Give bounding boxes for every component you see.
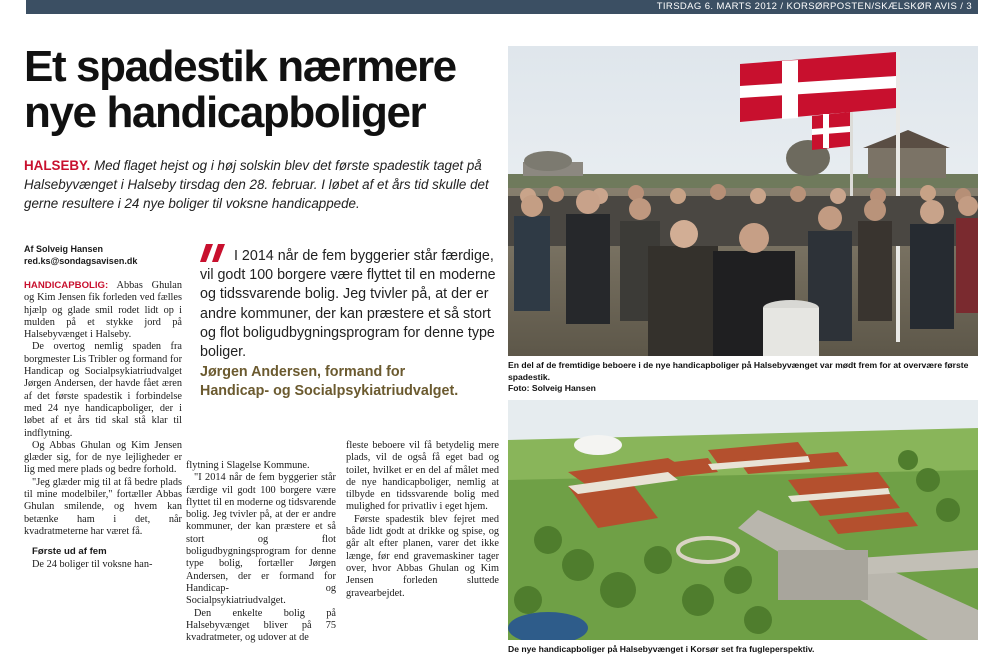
body-paragraph: fleste beboere vil få betydelig mere plads, vil de også få eget bad og toilet, hvilket er en del af målet med de nye handicapboliger, nemlig at tilbyde en tidssvarende bolig med mulighed for privatliv i eget hjem. <box>346 440 499 513</box>
lead-text: Med flaget hejst og i høj solskin blev det første spadestik taget på Halsebyvænget i Halseby tirsdag den 28. februar. I løbet af et års tid skulle det gerne resultere i 24 nye boliger til voksne handicappede. <box>24 158 489 211</box>
headline-line-1: Et spadestik nærmere <box>24 42 456 91</box>
body-paragraph: De 24 boliger til voksne han- <box>32 558 153 570</box>
body-paragraph: Og Abbas Ghulan og Kim Jensen glæder sig, for de nye lejligheder er lig med mere plads og bedre forhold. <box>24 439 182 476</box>
photo-caption-2: De nye handicapboliger på Halsebyvænget i Korsør set fra fugleperspektiv. <box>508 644 815 654</box>
pull-quote-attr-line-1: Jørgen Andersen, formand for <box>200 364 406 381</box>
pull-quote-attr-line-2: Handicap- og Socialpsykiatriudvalget. <box>200 383 459 400</box>
photo-credit: Foto: Solveig Hansen <box>508 383 596 393</box>
pull-quote <box>200 244 500 401</box>
body-paragraph: De overtog nemlig spaden fra borgmester Lis Tribler og formand for Handicap og Socialpsykiatriudvalget Jørgen Andersen, der havde fået æren af det første spadestik i forbindelse med 24 nye handicapboliger, der i løbet af et års tid skal stå klar til indflytning. <box>24 341 182 439</box>
subhead: Første ud af fem <box>32 546 107 558</box>
crowd-photo <box>508 46 978 356</box>
photo-caption-1 <box>508 360 980 395</box>
running-head: TIRSDAG 6. MARTS 2012 / KORSØRPOSTEN/SKÆLSKØR AVIS / 3 <box>26 0 978 14</box>
body-column-1 <box>24 280 182 571</box>
body-paragraph: "Jeg glæder mig til at få bedre plads til mine modelbiler," fortæller Abbas Ghulan smilende, og hvem kan betænke ham i det, når kvadratmeterne har været få. <box>24 476 182 537</box>
body-column-3 <box>346 440 499 600</box>
aerial-rendering-image <box>508 400 978 640</box>
headline-line-2: nye handicapboliger <box>24 88 426 137</box>
body-paragraph: Den enkelte bolig på Halsebyvænget bliver på 75 kvadratmeter, og udover at de <box>186 607 336 644</box>
pull-quote-attribution <box>200 363 500 401</box>
byline-email[interactable]: red.ks@sondagsavisen.dk <box>24 256 138 266</box>
byline-name: Af Solveig Hansen <box>24 244 104 254</box>
headline <box>24 44 494 136</box>
body-paragraph <box>24 280 182 341</box>
quote-mark-icon <box>200 244 230 262</box>
caption-text: En del af de fremtidige beboere i de nye handicapboliger på Halsebyvænget var mødt frem for at overvære første spadestik. <box>508 360 969 382</box>
pull-quote-text <box>200 244 500 362</box>
lead-paragraph <box>24 156 502 213</box>
body-kicker: HANDICAPBOLIG: <box>24 280 109 291</box>
lead-kicker: HALSEBY. <box>24 158 91 173</box>
pull-quote-body: I 2014 når de fem byggerier står færdige, vil godt 100 borgere være flyttet til en moderne og tidssvarende bolig. Jeg tvivler på, at der er andre kommuner, der kan præstere et så stort og flot boligudbygningsprogram for denne type boliger. <box>200 248 496 361</box>
body-text: Abbas Ghulan og Kim Jensen fik forleden ved fælles hjælp og glade smil rodet lidt op i mulden på et stykke jord på Halsebyvænget i Halseby. <box>24 280 182 341</box>
body-paragraph: Første spadestik blev fejret med både lidt godt at drikke og spise, og går alt efter planen, varer det ikke længe, før end gravemaskiner tager over, hvor Abbas Ghulan og Kim Jensen forleden sluttede gravearbejdet. <box>346 513 499 599</box>
byline <box>24 243 194 267</box>
body-column-2 <box>186 460 336 644</box>
body-paragraph: flytning i Slagelse Kommune. <box>186 460 310 471</box>
body-paragraph: "I 2014 når de fem byggerier står færdige vil godt 100 borgere være flyttet til en moderne og tidsvarende bolig. Jeg tvivler på, at der er andre kommuner, der kan præstere et så stort og flot boligudbygningsprogram for denne type bolig, fortæller Jørgen Andersen, der er formand for Handicap- og Socialpsykiatriudvalget. <box>186 472 336 607</box>
